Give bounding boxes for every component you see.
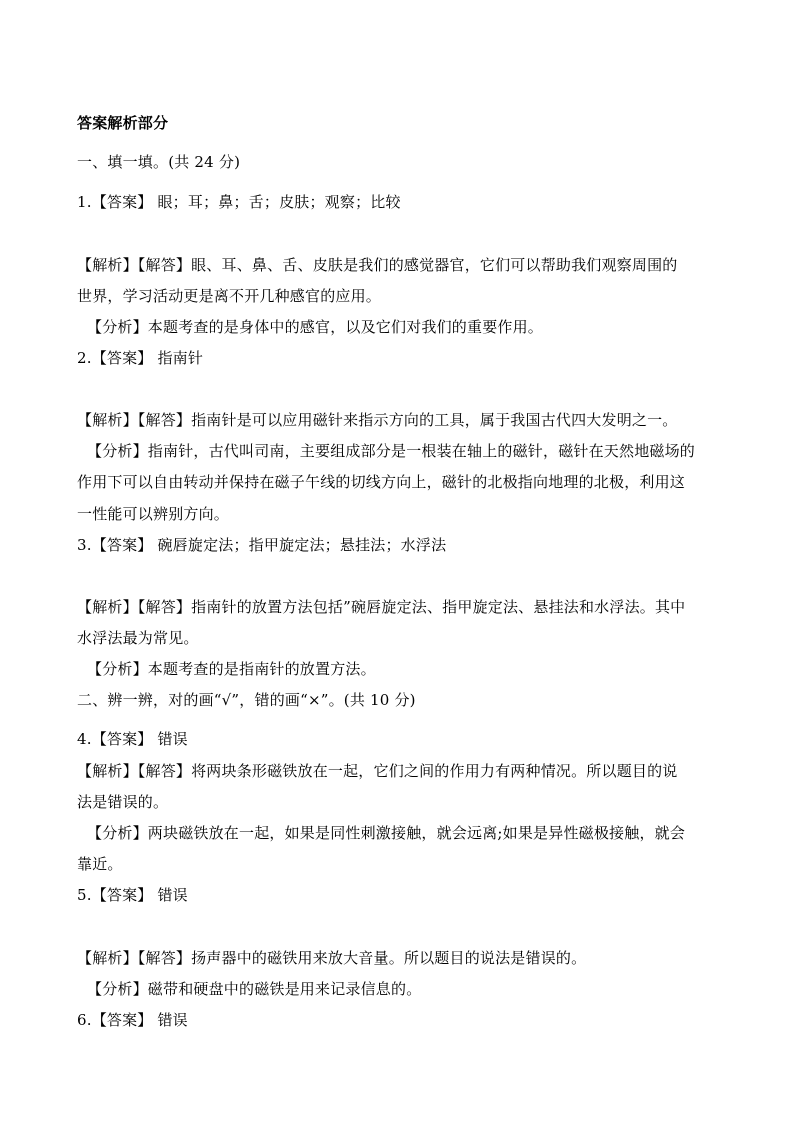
q3-analysis-line-1: 【解析】【解答】指南针的放置方法包括”碗唇旋定法、指甲旋定法、悬挂法和水浮法。其中 [77, 598, 686, 616]
q1-analysis-line-1: 【解析】【解答】眼、耳、鼻、舌、皮肤是我们的感觉器官，它们可以帮助我们观察周围的 [77, 256, 678, 274]
q2-note-line-3: 一性能可以辨别方向。 [77, 505, 230, 523]
q5-note: 【分析】磁带和硬盘中的磁铁是用来记录信息的。 [87, 980, 422, 998]
q3-answer: 3.【答案】 碗唇旋定法；指甲旋定法；悬挂法；水浮法 [77, 536, 447, 554]
q3-note: 【分析】本题考查的是指南针的放置方法。 [87, 660, 376, 678]
q5-answer: 5.【答案】 错误 [77, 886, 188, 904]
q4-analysis-line-2: 法是错误的。 [77, 793, 169, 811]
q1-answer: 1.【答案】 眼；耳；鼻；舌；皮肤；观察；比较 [77, 193, 401, 211]
page-title: 答案解析部分 [77, 114, 169, 132]
section-2-heading: 二、辨一辨，对的画“√”，错的画“×”。(共 10 分) [77, 691, 416, 709]
q6-answer: 6.【答案】 错误 [77, 1011, 188, 1029]
q4-note-line-1: 【分析】两块磁铁放在一起，如果是同性刺激接触，就会远离;如果是异性磁极接触，就会 [87, 824, 686, 842]
q2-answer: 2.【答案】 指南针 [77, 349, 204, 367]
q4-answer: 4.【答案】 错误 [77, 730, 188, 748]
q2-note-line-1: 【分析】指南针，古代叫司南，主要组成部分是一根装在轴上的磁针，磁针在天然地磁场的 [87, 442, 696, 460]
q2-analysis-line-1: 【解析】【解答】指南针是可以应用磁针来指示方向的工具，属于我国古代四大发明之一。 [77, 411, 678, 429]
q4-analysis-line-1: 【解析】【解答】将两块条形磁铁放在一起，它们之间的作用力有两种情况。所以题目的说 [77, 762, 678, 780]
q1-analysis-line-2: 世界，学习活动更是离不开几种感官的应用。 [77, 287, 382, 305]
q1-note: 【分析】本题考查的是身体中的感官，以及它们对我们的重要作用。 [87, 318, 544, 336]
q5-analysis-line-1: 【解析】【解答】扬声器中的磁铁用来放大音量。所以题目的说法是错误的。 [77, 949, 587, 967]
q3-analysis-line-2: 水浮法最为常见。 [77, 629, 199, 647]
q2-note-line-2: 作用下可以自由转动并保持在磁子午线的切线方向上，磁针的北极指向地理的北极，利用这 [77, 473, 686, 491]
section-1-heading: 一、填一填。(共 24 分) [77, 153, 241, 171]
q4-note-line-2: 靠近。 [77, 855, 123, 873]
